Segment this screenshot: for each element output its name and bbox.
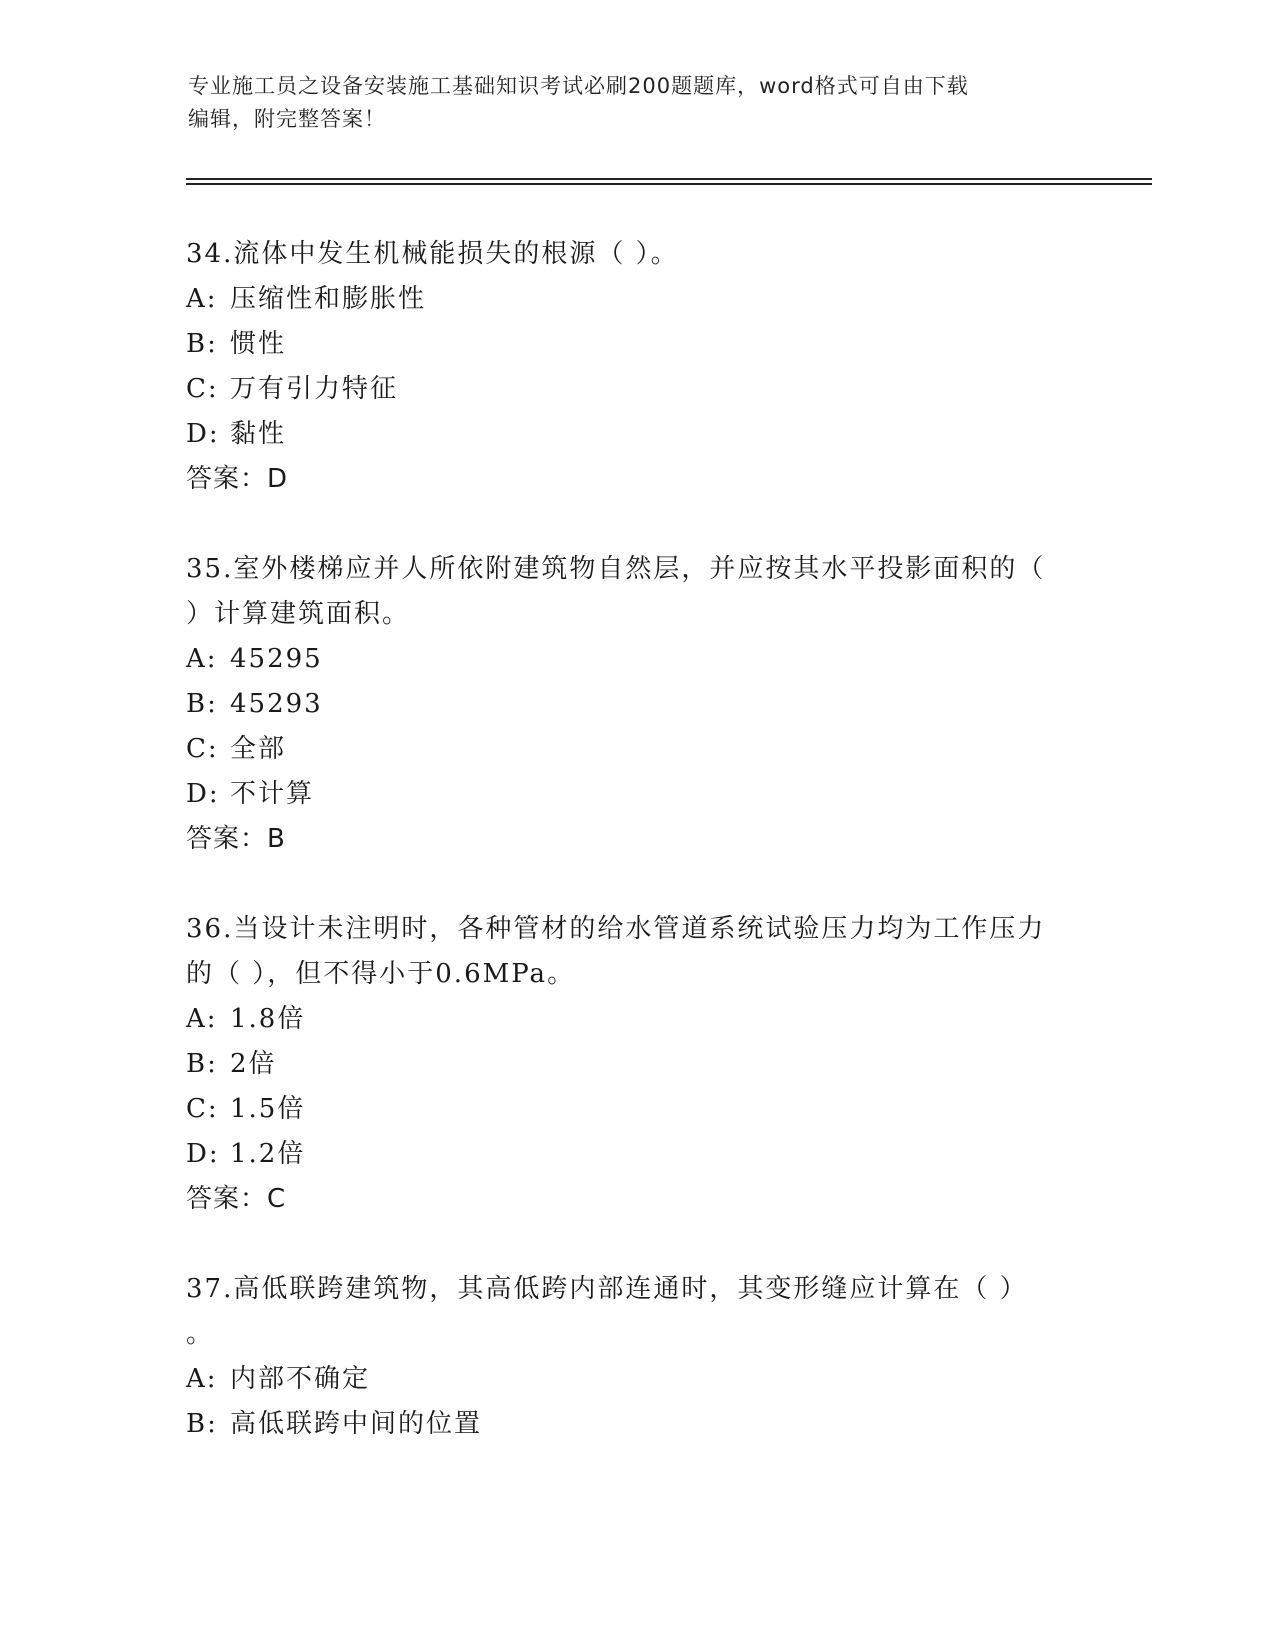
option-a — [186, 1357, 1086, 1402]
document-header — [188, 70, 1088, 136]
header-rule-bottom — [186, 183, 1152, 185]
option-text: 内部不确定 — [230, 1364, 371, 1394]
header-rule-top — [186, 178, 1152, 180]
option-c — [186, 727, 1086, 772]
question-36 — [186, 907, 1086, 1222]
option-key: D: — [186, 779, 220, 809]
question-stem-continuation: ）计算建筑面积。 — [186, 599, 411, 629]
option-key: A: — [186, 284, 218, 314]
option-text: 1.5倍 — [230, 1094, 306, 1124]
option-a — [186, 997, 1086, 1042]
question-stem: 36.当设计未注明时，各种管材的给水管道系统试验压力均为工作压力 — [186, 914, 1046, 944]
option-text: 全部 — [230, 734, 287, 764]
question-35 — [186, 547, 1086, 862]
question-stem-continuation: 。 — [186, 1319, 215, 1349]
option-key: A: — [186, 1004, 218, 1034]
option-a — [186, 637, 1086, 682]
question-37 — [186, 1267, 1086, 1447]
option-text: 万有引力特征 — [230, 374, 399, 404]
header-line-1: 专业施工员之设备安装施工基础知识考试必刷200题题库，word格式可自由下载 — [188, 74, 969, 98]
option-key: C: — [186, 734, 219, 764]
option-text: 不计算 — [230, 779, 315, 809]
option-key: D: — [186, 419, 220, 449]
option-b — [186, 682, 1086, 727]
option-text: 45293 — [230, 689, 323, 719]
option-key: C: — [186, 374, 219, 404]
option-text: 黏性 — [230, 419, 287, 449]
answer-line: 答案：D — [186, 464, 289, 494]
option-text: 45295 — [230, 644, 323, 674]
question-stem-continuation: 的（ ），但不得小于0.6MPa。 — [186, 959, 576, 989]
option-d — [186, 412, 1086, 457]
option-text: 2倍 — [230, 1049, 277, 1079]
option-text: 压缩性和膨胀性 — [230, 284, 427, 314]
option-c — [186, 367, 1086, 412]
option-a — [186, 277, 1086, 322]
option-key: A: — [186, 644, 218, 674]
option-text: 1.8倍 — [230, 1004, 306, 1034]
option-d — [186, 772, 1086, 817]
option-text: 高低联跨中间的位置 — [230, 1409, 483, 1439]
option-d — [186, 1132, 1086, 1177]
option-key: B: — [186, 1409, 218, 1439]
option-key: B: — [186, 329, 218, 359]
question-stem: 34.流体中发生机械能损失的根源（ ）。 — [186, 239, 679, 269]
option-key: C: — [186, 1094, 219, 1124]
option-key: D: — [186, 1139, 220, 1169]
option-text: 惯性 — [230, 329, 287, 359]
option-key: B: — [186, 1049, 218, 1079]
answer-line: 答案：B — [186, 824, 286, 854]
option-b — [186, 1042, 1086, 1087]
question-list — [186, 232, 1086, 1492]
question-stem: 37.高低联跨建筑物，其高低跨内部连通时，其变形缝应计算在（ ） — [186, 1274, 1028, 1304]
option-b — [186, 1402, 1086, 1447]
option-key: B: — [186, 689, 218, 719]
option-text: 1.2倍 — [230, 1139, 306, 1169]
option-b — [186, 322, 1086, 367]
option-key: A: — [186, 1364, 218, 1394]
option-c — [186, 1087, 1086, 1132]
question-stem: 35.室外楼梯应并人所依附建筑物自然层，并应按其水平投影面积的（ — [186, 554, 1046, 584]
answer-line: 答案：C — [186, 1184, 287, 1214]
header-line-2: 编辑，附完整答案！ — [188, 107, 386, 131]
question-34 — [186, 232, 1086, 502]
